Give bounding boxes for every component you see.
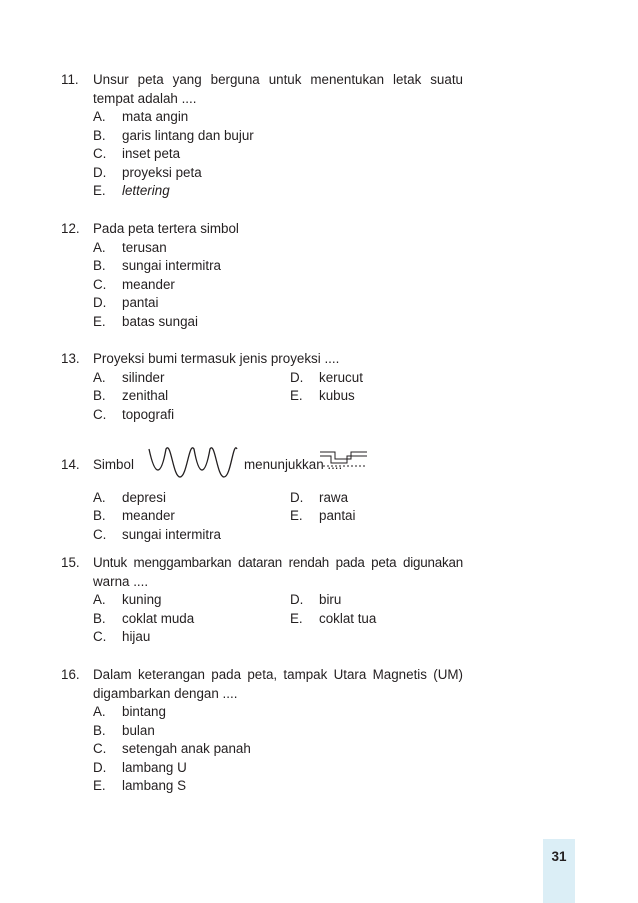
- option-text: bulan: [122, 722, 155, 738]
- option-row: [61, 507, 461, 526]
- option-c: [61, 276, 461, 295]
- option-text: coklat tua: [319, 610, 377, 626]
- option-text: meander: [122, 276, 175, 292]
- option-letter: A.: [93, 369, 106, 385]
- option-letter: B.: [93, 258, 106, 273]
- option-letter: B.: [93, 722, 106, 738]
- question-text-line: digambarkan dengan ....: [93, 685, 238, 701]
- question-14: [61, 456, 461, 544]
- option-text: rawa: [319, 489, 349, 505]
- option-row: [61, 406, 461, 425]
- option-letter: B.: [93, 508, 106, 523]
- option-text: setengah anak panah: [122, 741, 251, 756]
- question-number: 14.: [61, 457, 80, 472]
- option-b: [61, 722, 461, 741]
- question-15: [61, 554, 461, 647]
- option-letter: A.: [93, 592, 106, 607]
- option-e: [61, 313, 461, 332]
- option-text: meander: [122, 508, 175, 523]
- option-letter: E.: [93, 183, 106, 198]
- option-row: [61, 610, 461, 629]
- option-row: [61, 489, 461, 508]
- question-text-line: Dalam keterangan pada peta, tampak Utara Magnetis (UM): [93, 667, 463, 682]
- page-number: 31: [551, 849, 567, 864]
- option-letter: D.: [93, 295, 107, 310]
- question-text-line: Untuk menggambarkan dataran rendah pada peta digunakan: [93, 555, 463, 570]
- option-text: sungai intermitra: [122, 258, 221, 273]
- option-c: [61, 145, 461, 164]
- option-text: kuning: [122, 592, 162, 607]
- question-number: 16.: [61, 667, 80, 682]
- option-text: kubus: [319, 388, 355, 403]
- option-letter: C.: [93, 629, 107, 644]
- option-text: pantai: [319, 508, 356, 523]
- question-number: 15.: [61, 555, 80, 570]
- option-c: [61, 740, 461, 759]
- question-text-prefix: Simbol: [93, 457, 134, 472]
- option-letter: C.: [93, 146, 107, 161]
- question-12: [61, 220, 461, 331]
- option-letter: D.: [290, 489, 304, 505]
- option-letter: D.: [290, 369, 304, 385]
- option-text: lambang U: [122, 759, 187, 775]
- option-text: silinder: [122, 369, 165, 385]
- question-text-suffix: menunjukkan ....: [244, 457, 343, 472]
- option-letter: B.: [93, 610, 106, 626]
- option-letter: B.: [93, 388, 106, 403]
- option-text: depresi: [122, 489, 166, 505]
- question-text-line: tempat adalah ....: [93, 90, 197, 106]
- option-letter: E.: [290, 610, 303, 626]
- option-b: [61, 127, 461, 146]
- option-b: [61, 257, 461, 276]
- option-text: lambang S: [122, 778, 187, 793]
- question-text-line: Unsur peta yang berguna untuk menentukan letak suatu: [93, 72, 463, 87]
- question-text-line: Proyeksi bumi termasuk jenis proyeksi ....: [93, 351, 340, 366]
- option-text: pantai: [122, 295, 159, 310]
- question-13: [61, 350, 461, 424]
- option-row: [61, 591, 461, 610]
- option-e: [61, 777, 461, 796]
- question-text-line: warna ....: [93, 573, 149, 589]
- option-text: hijau: [122, 629, 151, 644]
- option-letter: A.: [93, 489, 106, 505]
- option-letter: A.: [93, 239, 106, 255]
- option-text: sungai intermitra: [122, 526, 221, 542]
- option-text: kerucut: [319, 369, 363, 385]
- option-letter: A.: [93, 704, 106, 719]
- option-letter: C.: [93, 741, 107, 756]
- question-number: 12.: [61, 221, 80, 236]
- option-text: topografi: [122, 406, 175, 422]
- question-number: 11.: [61, 72, 79, 87]
- option-text: garis lintang dan bujur: [122, 127, 254, 143]
- option-text: lettering: [122, 183, 170, 198]
- option-d: [61, 164, 461, 183]
- option-letter: E.: [290, 388, 303, 403]
- option-row: [61, 628, 461, 647]
- option-letter: B.: [93, 127, 106, 143]
- option-letter: D.: [290, 592, 304, 607]
- option-text: bintang: [122, 704, 166, 719]
- option-letter: E.: [290, 508, 303, 523]
- option-d: [61, 759, 461, 778]
- option-e: [61, 182, 461, 201]
- question-11: [61, 71, 461, 201]
- option-row: [61, 369, 461, 388]
- option-letter: C.: [93, 406, 107, 422]
- option-text: proyeksi peta: [122, 164, 202, 180]
- option-letter: C.: [93, 526, 107, 542]
- question-number: 13.: [61, 351, 80, 366]
- option-letter: A.: [93, 109, 106, 124]
- option-row: [61, 387, 461, 406]
- option-d: [61, 294, 461, 313]
- option-text: terusan: [122, 239, 167, 255]
- option-letter: E.: [93, 778, 106, 793]
- option-letter: D.: [93, 164, 107, 180]
- question-16: [61, 666, 461, 796]
- option-a: [61, 703, 461, 722]
- option-text: mata angin: [122, 109, 189, 124]
- option-text: coklat muda: [122, 610, 195, 626]
- option-letter: C.: [93, 276, 107, 292]
- option-letter: E.: [93, 313, 106, 329]
- option-a: [61, 108, 461, 127]
- option-a: [61, 239, 461, 258]
- option-letter: D.: [93, 759, 107, 775]
- option-text: zenithal: [122, 388, 169, 403]
- wave-symbol-icon: [147, 443, 239, 479]
- question-text-line: Pada peta tertera simbol: [93, 221, 239, 236]
- step-symbol-icon: [319, 450, 369, 468]
- option-row: [61, 526, 461, 545]
- option-text: inset peta: [122, 146, 181, 161]
- option-text: biru: [319, 592, 342, 607]
- option-text: batas sungai: [122, 313, 198, 329]
- page-number-tab: [543, 839, 575, 903]
